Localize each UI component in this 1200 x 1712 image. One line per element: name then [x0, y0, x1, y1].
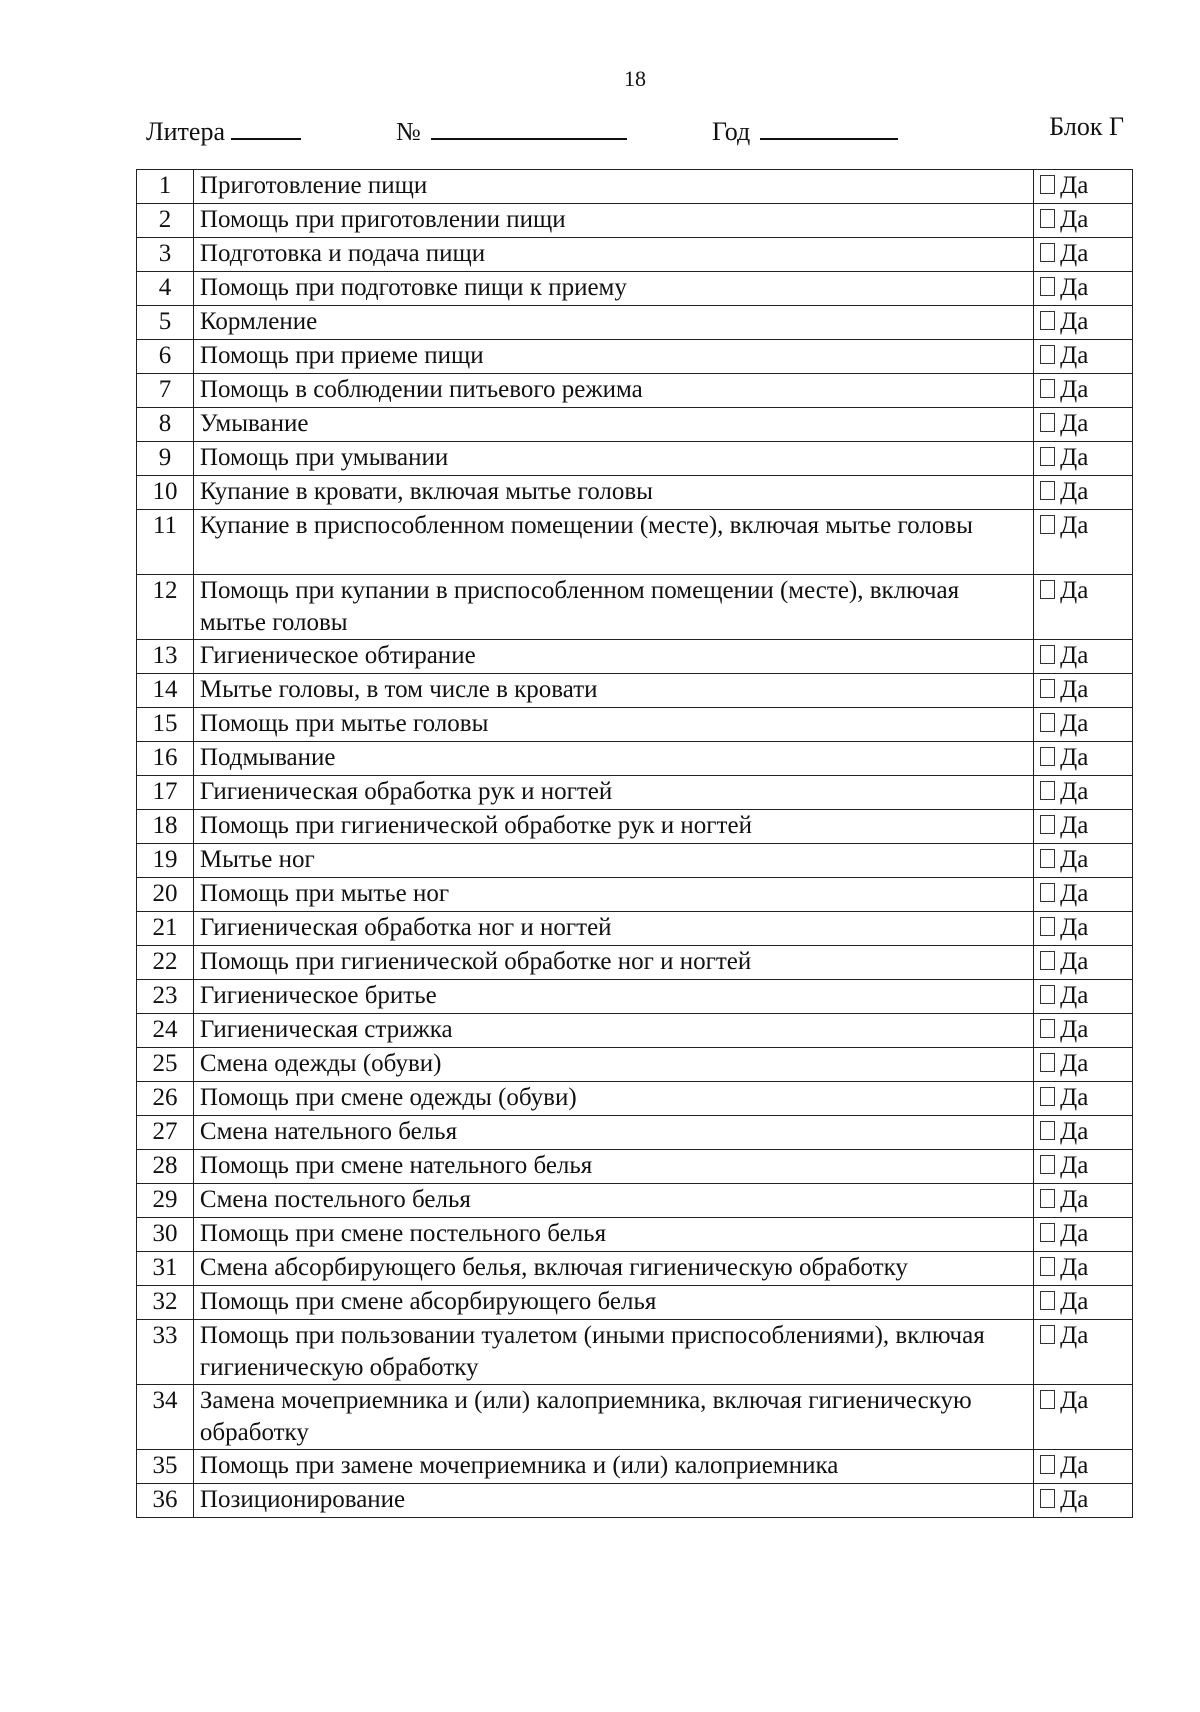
yes-option: [1034, 442, 1133, 476]
table-row: [137, 272, 1133, 306]
yes-label: Да: [1060, 444, 1089, 471]
year-input-line[interactable]: [760, 112, 898, 140]
yes-label: Да: [1060, 1322, 1089, 1349]
row-service-text: Помощь при мытье головы: [193, 708, 1033, 742]
yes-option: [1034, 1450, 1133, 1484]
table-row: [137, 1082, 1133, 1116]
yes-option: [1034, 674, 1133, 708]
table-row: [137, 1484, 1133, 1518]
yes-checkbox[interactable]: [1040, 951, 1055, 970]
row-number: 19: [137, 844, 194, 878]
yes-checkbox[interactable]: [1040, 985, 1055, 1004]
yes-checkbox[interactable]: [1040, 1087, 1055, 1106]
yes-label: Да: [1060, 642, 1089, 669]
table-row: [137, 1218, 1133, 1252]
number-input-line[interactable]: [431, 112, 627, 140]
block-label: Блок Г: [1049, 112, 1124, 141]
row-number: 13: [137, 640, 194, 674]
yes-option: [1034, 238, 1133, 272]
yes-checkbox[interactable]: [1040, 580, 1055, 599]
litera-field: [146, 112, 301, 147]
yes-checkbox[interactable]: [1040, 481, 1055, 500]
yes-label: Да: [1060, 577, 1089, 604]
yes-label: Да: [1060, 778, 1089, 805]
yes-option: [1034, 708, 1133, 742]
row-service-text: Помощь при пользовании туалетом (иными приспособлениями), включая гигиеническую обработку: [193, 1320, 1033, 1385]
row-service-text: Смена нательного белья: [193, 1116, 1033, 1150]
table-row: [137, 742, 1133, 776]
row-number: 5: [137, 306, 194, 340]
year-field: [712, 112, 898, 147]
row-service-text: Гигиеническая обработка ног и ногтей: [193, 912, 1033, 946]
yes-checkbox[interactable]: [1040, 379, 1055, 398]
yes-option: [1034, 1286, 1133, 1320]
yes-label: Да: [1060, 206, 1089, 233]
row-number: 18: [137, 810, 194, 844]
yes-label: Да: [1060, 1050, 1089, 1077]
yes-option: [1034, 980, 1133, 1014]
row-number: 32: [137, 1286, 194, 1320]
table-row: [137, 640, 1133, 674]
table-row: [137, 810, 1133, 844]
yes-checkbox[interactable]: [1040, 345, 1055, 364]
yes-option: [1034, 844, 1133, 878]
table-row: [137, 408, 1133, 442]
yes-checkbox[interactable]: [1040, 1121, 1055, 1140]
row-number: 11: [137, 510, 194, 575]
yes-option: [1034, 408, 1133, 442]
row-number: 27: [137, 1116, 194, 1150]
yes-option: [1034, 776, 1133, 810]
row-service-text: Купание в приспособленном помещении (месте), включая мытье головы: [193, 510, 1033, 575]
table-row: [137, 340, 1133, 374]
table-row: [137, 238, 1133, 272]
yes-checkbox[interactable]: [1040, 1257, 1055, 1276]
row-number: 31: [137, 1252, 194, 1286]
row-number: 7: [137, 374, 194, 408]
yes-option: [1034, 476, 1133, 510]
table-row: [137, 1048, 1133, 1082]
row-number: 2: [137, 204, 194, 238]
yes-option: [1034, 1320, 1133, 1385]
row-number: 23: [137, 980, 194, 1014]
row-number: 26: [137, 1082, 194, 1116]
yes-option: [1034, 340, 1133, 374]
table-row: [137, 306, 1133, 340]
yes-option: [1034, 1048, 1133, 1082]
table-row: [137, 1184, 1133, 1218]
row-number: 16: [137, 742, 194, 776]
row-service-text: Помощь при приготовлении пищи: [193, 204, 1033, 238]
yes-label: Да: [1060, 274, 1089, 301]
yes-option: [1034, 575, 1133, 640]
yes-label: Да: [1060, 744, 1089, 771]
yes-option: [1034, 1116, 1133, 1150]
yes-option: [1034, 640, 1133, 674]
yes-option: [1034, 1014, 1133, 1048]
row-service-text: Гигиеническая стрижка: [193, 1014, 1033, 1048]
row-service-text: Подмывание: [193, 742, 1033, 776]
row-service-text: Мытье ног: [193, 844, 1033, 878]
row-service-text: Помощь при смене нательного белья: [193, 1150, 1033, 1184]
yes-option: [1034, 946, 1133, 980]
yes-label: Да: [1060, 308, 1089, 335]
table-row: [137, 674, 1133, 708]
row-service-text: Помощь при смене абсорбирующего белья: [193, 1286, 1033, 1320]
yes-checkbox[interactable]: [1040, 747, 1055, 766]
yes-option: [1034, 1184, 1133, 1218]
yes-option: [1034, 170, 1133, 204]
table-row: [137, 980, 1133, 1014]
yes-label: Да: [1060, 1288, 1089, 1315]
yes-option: [1034, 1252, 1133, 1286]
yes-label: Да: [1060, 512, 1089, 539]
yes-label: Да: [1060, 1186, 1089, 1213]
yes-label: Да: [1060, 1084, 1089, 1111]
row-number: 34: [137, 1385, 194, 1450]
yes-checkbox[interactable]: [1040, 413, 1055, 432]
row-number: 28: [137, 1150, 194, 1184]
table-row: [137, 442, 1133, 476]
table-row: [137, 1385, 1133, 1450]
number-field: [396, 112, 627, 147]
table-row: [137, 1150, 1133, 1184]
row-service-text: Гигиеническое бритье: [193, 980, 1033, 1014]
yes-label: Да: [1060, 846, 1089, 873]
table-row: [137, 575, 1133, 640]
row-number: 21: [137, 912, 194, 946]
row-service-text: Помощь в соблюдении питьевого режима: [193, 374, 1033, 408]
litera-input-line[interactable]: [231, 112, 301, 140]
yes-option: [1034, 272, 1133, 306]
row-number: 12: [137, 575, 194, 640]
yes-label: Да: [1060, 410, 1089, 437]
yes-checkbox[interactable]: [1040, 1390, 1055, 1409]
row-service-text: Гигиеническая обработка рук и ногтей: [193, 776, 1033, 810]
yes-checkbox[interactable]: [1040, 1189, 1055, 1208]
yes-checkbox[interactable]: [1040, 781, 1055, 800]
row-number: 35: [137, 1450, 194, 1484]
yes-label: Да: [1060, 1387, 1089, 1414]
row-service-text: Помощь при приеме пищи: [193, 340, 1033, 374]
yes-option: [1034, 1218, 1133, 1252]
form-header: [146, 112, 1124, 148]
row-number: 24: [137, 1014, 194, 1048]
row-service-text: Помощь при замене мочеприемника и (или) калоприемника: [193, 1450, 1033, 1484]
row-number: 36: [137, 1484, 194, 1518]
yes-label: Да: [1060, 172, 1089, 199]
yes-label: Да: [1060, 240, 1089, 267]
yes-checkbox[interactable]: [1040, 1019, 1055, 1038]
yes-option: [1034, 1385, 1133, 1450]
row-service-text: Кормление: [193, 306, 1033, 340]
yes-option: [1034, 204, 1133, 238]
row-service-text: Помощь при купании в приспособленном помещении (месте), включая мытье головы: [193, 575, 1033, 640]
table-row: [137, 1320, 1133, 1385]
table-row: [137, 1286, 1133, 1320]
table-row: [137, 946, 1133, 980]
row-service-text: Позиционирование: [193, 1484, 1033, 1518]
table-row: [137, 510, 1133, 575]
page-number: 18: [624, 66, 646, 91]
table-row: [137, 912, 1133, 946]
row-service-text: Помощь при умывании: [193, 442, 1033, 476]
row-service-text: Гигиеническое обтирание: [193, 640, 1033, 674]
yes-label: Да: [1060, 1152, 1089, 1179]
row-service-text: Замена мочеприемника и (или) калоприемника, включая гигиеническую обработку: [193, 1385, 1033, 1450]
row-service-text: Помощь при мытье ног: [193, 878, 1033, 912]
row-number: 22: [137, 946, 194, 980]
yes-label: Да: [1060, 478, 1089, 505]
yes-checkbox[interactable]: [1040, 175, 1055, 194]
yes-checkbox[interactable]: [1040, 815, 1055, 834]
row-service-text: Помощь при гигиенической обработке ног и ногтей: [193, 946, 1033, 980]
yes-option: [1034, 510, 1133, 575]
yes-checkbox[interactable]: [1040, 1155, 1055, 1174]
row-number: 3: [137, 238, 194, 272]
row-service-text: Приготовление пищи: [193, 170, 1033, 204]
row-number: 17: [137, 776, 194, 810]
yes-label: Да: [1060, 710, 1089, 737]
row-service-text: Помощь при подготовке пищи к приему: [193, 272, 1033, 306]
row-number: 14: [137, 674, 194, 708]
table-row: [137, 844, 1133, 878]
row-service-text: Мытье головы, в том числе в кровати: [193, 674, 1033, 708]
table-row: [137, 708, 1133, 742]
row-service-text: Помощь при смене постельного белья: [193, 1218, 1033, 1252]
yes-checkbox[interactable]: [1040, 209, 1055, 228]
yes-checkbox[interactable]: [1040, 1489, 1055, 1508]
row-number: 9: [137, 442, 194, 476]
yes-label: Да: [1060, 812, 1089, 839]
row-number: 20: [137, 878, 194, 912]
yes-checkbox[interactable]: [1040, 311, 1055, 330]
care-checklist-table: [136, 169, 1133, 1518]
yes-option: [1034, 306, 1133, 340]
yes-checkbox[interactable]: [1040, 1325, 1055, 1344]
row-service-text: Умывание: [193, 408, 1033, 442]
row-number: 29: [137, 1184, 194, 1218]
yes-option: [1034, 1484, 1133, 1518]
yes-checkbox[interactable]: [1040, 883, 1055, 902]
table-row: [137, 374, 1133, 408]
yes-label: Да: [1060, 1016, 1089, 1043]
row-number: 1: [137, 170, 194, 204]
yes-checkbox[interactable]: [1040, 1053, 1055, 1072]
yes-checkbox[interactable]: [1040, 1291, 1055, 1310]
yes-checkbox[interactable]: [1040, 447, 1055, 466]
row-service-text: Смена абсорбирующего белья, включая гигиеническую обработку: [193, 1252, 1033, 1286]
table-row: [137, 1116, 1133, 1150]
row-number: 30: [137, 1218, 194, 1252]
row-service-text: Смена одежды (обуви): [193, 1048, 1033, 1082]
yes-label: Да: [1060, 1220, 1089, 1247]
table-row: [137, 1014, 1133, 1048]
yes-option: [1034, 1150, 1133, 1184]
yes-checkbox[interactable]: [1040, 1455, 1055, 1474]
table-row: [137, 476, 1133, 510]
yes-checkbox[interactable]: [1040, 515, 1055, 534]
yes-checkbox[interactable]: [1040, 849, 1055, 868]
yes-label: Да: [1060, 376, 1089, 403]
yes-checkbox[interactable]: [1040, 645, 1055, 664]
yes-checkbox[interactable]: [1040, 1223, 1055, 1242]
table-row: [137, 878, 1133, 912]
yes-label: Да: [1060, 982, 1089, 1009]
yes-label: Да: [1060, 676, 1089, 703]
row-service-text: Помощь при гигиенической обработке рук и ногтей: [193, 810, 1033, 844]
yes-checkbox[interactable]: [1040, 243, 1055, 262]
table-row: [137, 204, 1133, 238]
row-service-text: Подготовка и подача пищи: [193, 238, 1033, 272]
yes-option: [1034, 810, 1133, 844]
yes-label: Да: [1060, 1254, 1089, 1281]
yes-label: Да: [1060, 914, 1089, 941]
table-row: [137, 776, 1133, 810]
row-service-text: Смена постельного белья: [193, 1184, 1033, 1218]
number-label: №: [396, 117, 421, 146]
row-service-text: Помощь при смене одежды (обуви): [193, 1082, 1033, 1116]
litera-label: Литера: [146, 117, 225, 146]
table-row: [137, 170, 1133, 204]
yes-checkbox[interactable]: [1040, 713, 1055, 732]
yes-label: Да: [1060, 342, 1089, 369]
yes-option: [1034, 374, 1133, 408]
row-number: 4: [137, 272, 194, 306]
row-number: 33: [137, 1320, 194, 1385]
row-number: 8: [137, 408, 194, 442]
yes-option: [1034, 878, 1133, 912]
yes-checkbox[interactable]: [1040, 679, 1055, 698]
yes-label: Да: [1060, 880, 1089, 907]
yes-option: [1034, 912, 1133, 946]
yes-label: Да: [1060, 1486, 1089, 1513]
yes-label: Да: [1060, 1118, 1089, 1145]
row-number: 6: [137, 340, 194, 374]
yes-option: [1034, 742, 1133, 776]
yes-label: Да: [1060, 948, 1089, 975]
row-number: 10: [137, 476, 194, 510]
year-label: Год: [712, 117, 751, 146]
yes-option: [1034, 1082, 1133, 1116]
yes-checkbox[interactable]: [1040, 917, 1055, 936]
table-row: [137, 1252, 1133, 1286]
row-number: 25: [137, 1048, 194, 1082]
row-number: 15: [137, 708, 194, 742]
yes-label: Да: [1060, 1452, 1089, 1479]
yes-checkbox[interactable]: [1040, 277, 1055, 296]
table-row: [137, 1450, 1133, 1484]
row-service-text: Купание в кровати, включая мытье головы: [193, 476, 1033, 510]
